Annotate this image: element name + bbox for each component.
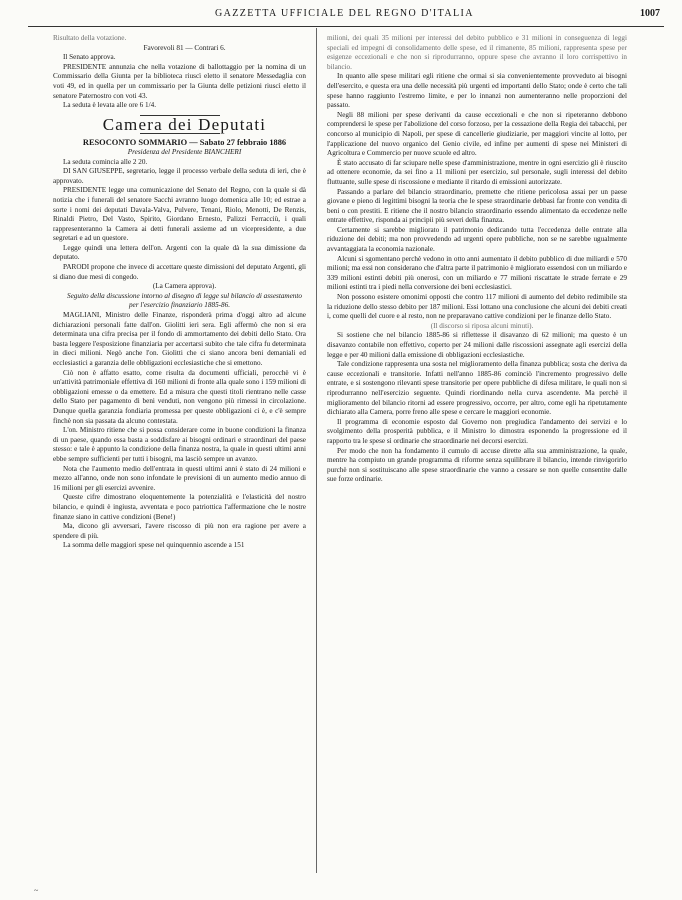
discussion-heading: Seguito della discussione intorno al disegno di legge sul bilancio di assestamento per l'esercizio finanziario 1885-86. [67,291,302,310]
paragraph: (Il discorso si riposa alcuni minuti). [430,321,534,330]
paragraph: MAGLIANI, Ministro delle Finanze, risponderà prima d'oggi altro ad alcune dichiarazioni personali fatte dall'on. Giolitti ieri sera. Egli affermò che non si era determinata una cifra precisa per il fondo di ammortamento dei debiti dello Stato. Ora basta leggere l'esposizione finanziaria per accertarsi subito che tale cifra fu determinata in dieci milioni. Negò anche l'on. Giolitti che ci siano ancora beni demaniali ed ecclesiastici a garanzia delle obbligazioni ecclesiastiche che si emettono. [53,311,306,367]
paragraph: Ma, dicono gli avversari, l'avere riscosso di più non era ragione per avere a spendere di più. [53,522,306,540]
paragraph: Negli 88 milioni per spese derivanti da cause eccezionali e che non si ripeteranno debbono comprendersi le spese per l'abolizione del corso forzoso, per la cessazione della Regia dei tabacchi, per concorso al municipio di Napoli, per spese di cancellerie giudiziarie, per maggiori vincite al lotto, per l'applicazione del nuovo organico del Genio civile, ed infine per aumenti di spese nei Ministeri di Agricoltura e Commercio per nuove scuole ed altro. [327,110,627,158]
footer-mark: ~ [34,886,39,895]
paragraph: milioni, dei quali 35 milioni per interessi del debito pubblico e 31 milioni in conseguenza di leggi speciali ed impegni di consolidamento delle spese, ed il rimanente, 85 milioni, rappresenta spese per esigenze eccezionali e che non si riprodurranno, oppure spese che avranno il loro corrispettivo in bilancio. [327,34,627,71]
paragraph: Si sostiene che nel bilancio 1885-86 si riflettesse il disavanzo di 62 milioni; ma questo è un disavanzo contabile non effettivo, coperto per 24 milioni dalle riscossioni assegnate agli esercizi della legge e per 40 milioni dalla emissione di obbligazioni ecclesiastiche. [327,331,627,359]
session-end: La seduta è levata alle ore 6 1/4. [63,101,156,110]
right-column [327,34,627,485]
senate-line: Risultato della votazione. [53,34,127,42]
column-divider [316,28,317,873]
paragraph: Non possono esistere omonimi opposti che contro 117 milioni di aumento del debito redimibile sta la riduzione dello stesso debito per 187 milioni. Essi lottano una conclusione che alcuni dei debiti creati i, come quelli del cuore e al resto, non ne preparavano cattive condizioni per le finanze dello Stato. [327,293,627,321]
paragraph: Nota che l'aumento medio dell'entrata in questi ultimi anni è stato di 24 milioni e mezzo all'anno, onde non sono infondate le previsioni di un aumento medio annuo di 16 milioni per gli esercizi avvenire. [53,464,306,492]
paragraph: PARODI propone che invece di accettare queste dimissioni del deputato Argenti, gli si diano due mesi di congedo. [53,263,306,281]
senate-approves: Il Senato approva. [63,53,116,62]
paragraph: Passando a parlare del bilancio straordinario, premette che ritiene pericolosa assai per un paese giovane e pieno di legittimi bisogni la teoria che le spese straordinarie debbasi far fronte con vendita di beni o con prestiti. E ritiene che il nostro bilancio straordinario essendo alimentato da eccedenze nelle entrate effettive, risponda ai principii più severi della finanza. [327,187,627,225]
gazette-header [30,6,660,24]
president-announce: PRESIDENTE annunzia che nella votazione di ballottaggio per la nomina di un Commissario della Giunta per la biblioteca riuscì eletto il senatore Messedaglia con voti 49, ed in quella per un commissario per la Giunta delle petizioni riuscì eletto il senatore Paternostro con voti 43. [53,62,306,100]
paragraph: La somma delle maggiori spese nel quinquennio ascende a 151 [63,541,245,550]
paragraph: Ciò non è affatto esatto, come risulta da documenti ufficiali, perocchè vi è un'attività patrimoniale effettiva di 160 milioni di fronte alla quale sono i 159 milioni di obbligazioni emesse o da emettere. Ed a misura che questi titoli rientrano nelle casse dello Stato per pagamento di beni venduti, non vengono più rimessi in circolazione. Dunque quella garanzia fondiaria promessa per queste obbligazioni ci è, e c'è sempre finchè non sia passata da alcuno contestata. [53,368,306,425]
page-number: 1007 [640,8,660,19]
paragraph: DI SAN GIUSEPPE, segretario, legge il processo verbale della seduta di ieri, che è approvato. [53,167,306,185]
paragraph: Queste cifre dimostrano eloquentemente la potenzialità e l'elasticità del nostro bilancio, e quindi è ingiusta, avventata e poco patriottica l'affermazione che le nostre finanze siano in cattive condizioni (Bene!) [53,493,306,521]
left-column [53,34,306,551]
paragraph: Per modo che non ha fondamento il cumulo di accuse dirette alla sua amministrazione, la quale, mentre ha compiuto un grande programma di riforme senza squilibrare il bilancio, intende rinvigorirlo purchè non si sostituiscano alle spese straordinarie che vanno a cessare se non quelle consentite dalle sue forze ordinarie. [327,446,627,484]
paragraph: La seduta comincia alle 2 20. [63,157,148,166]
camera-title: Camera dei Deputati [102,114,267,134]
header-rule [28,26,664,27]
paragraph: Legge quindi una lettera dell'on. Argenti con la quale dà la sua dimissione da deputato. [53,243,306,262]
paragraph: Il programma di economie esposto dal Governo non pregiudica l'andamento dei servizi e lo svolgimento della prosperità pubblica, e il Ministro lo dimostra esponendo la progressione ed il rapporto tra le spese sì ordinarie che straordinarie nei decorsi esercizi. [327,417,627,445]
paragraph: Certamente si sarebbe migliorato il patrimonio dedicando tutta l'eccedenza delle entrate alla riduzione dei debiti; ma non provvedendo ad urgenti opere pubbliche, non se ne sarebbe ugualmente avvantaggiata la economia nazionale. [327,225,627,254]
paragraph: L'on. Ministro ritiene che si possa considerare come in buone condizioni la finanza di un paese, quando essa basta a soddisfare ai bisogni ordinari e straordinari del paese stesso: e tale è appunto la condizione della finanza nostra, la quale in questi ultimi anni ebbe sempre sufficienti per tutti i bisogni, ma lasciò sempre un avanzo. [53,426,306,463]
gazette-title: GAZZETTA UFFICIALE DEL REGNO D'ITALIA [215,8,474,19]
paragraph: Alcuni si sgomentano perchè vedono in otto anni aumentato il debito pubblico di due miliardi e 570 milioni; ma essi non considerano che d'altra parte il patrimonio è migliorato essendosi con un miliardo e 339 milioni estinti debiti più onerosi, con un miliardo e 77 milioni riscattate le strade ferrate e 29 milioni estinti tra i piedi nella conversione dei beni ecclesiastici. [327,254,627,292]
presidenza-line: Presidenza del Presidente BIANCHERI [127,147,242,156]
paragraph: (La Camera approva). [152,282,217,291]
resoconto-title: RESOCONTO SOMMARIO — Sabato 27 febbraio 1886 [82,138,287,148]
vote-count: Favorevoli 81 — Contrari 6. [143,43,226,52]
paragraph: Tale condizione rappresenta una sosta nel miglioramento della finanza pubblica; sosta che deriva da cause eccezionali e transitorie. Infatti nell'anno 1885-86 cominciò l'incremento progressivo delle entrate, e si sostengono rilevanti spese transitorie per opere pubbliche di difesa militare, le quali non si riprodurranno nell'esercizio seguente. Quindi riordinando nella curva ascendente. Ma perchè il miglioramento del bilancio ritorni ad essere progressivo, occorre, per altro, come egli ha ripetutamente dichiarato alla Camera, porre freno alle spese e cercare le maggiori economie. [327,360,627,417]
paragraph: È stato accusato di far sciupare nelle spese d'amministrazione, mentre in ogni esercizio gli è riuscito ad ottenere economie, da sei fino a 11 milioni per esercizio, sul personale, sugli interessi del debito fluttuante, sulle spese di riscossione e mediante il ritardo di emissioni autorizzate. [327,158,627,186]
paragraph: PRESIDENTE legge una comunicazione del Senato del Regno, con la quale si dà notizia che i funerali del senatore Sacchi avranno luogo domenica alle 10; ed estrae a sorte i nomi dei deputati Davala-Valva, Pulvere, Tenani, Riolo, Menotti, De Renzis, Rinaldi Pietro, Del Vasto, Spirito, Giordano Ernesto, Palizzi Ferracciù, i quali rappresenteranno la Camera ai detti funerali assieme ad un vicepresidente, a due segretari e ad un questore. [53,186,306,243]
paragraph: In quanto alle spese militari egli ritiene che ormai si sia convenientemente provveduto ai bisogni dell'esercito, e questa era una delle necessità più urgenti ed importanti dello Stato; onde è certo che tali spese hanno raggiunto l'estremo limite, e per lo innanzi non aumenteranno nelle proporzioni del passato. [327,72,627,110]
